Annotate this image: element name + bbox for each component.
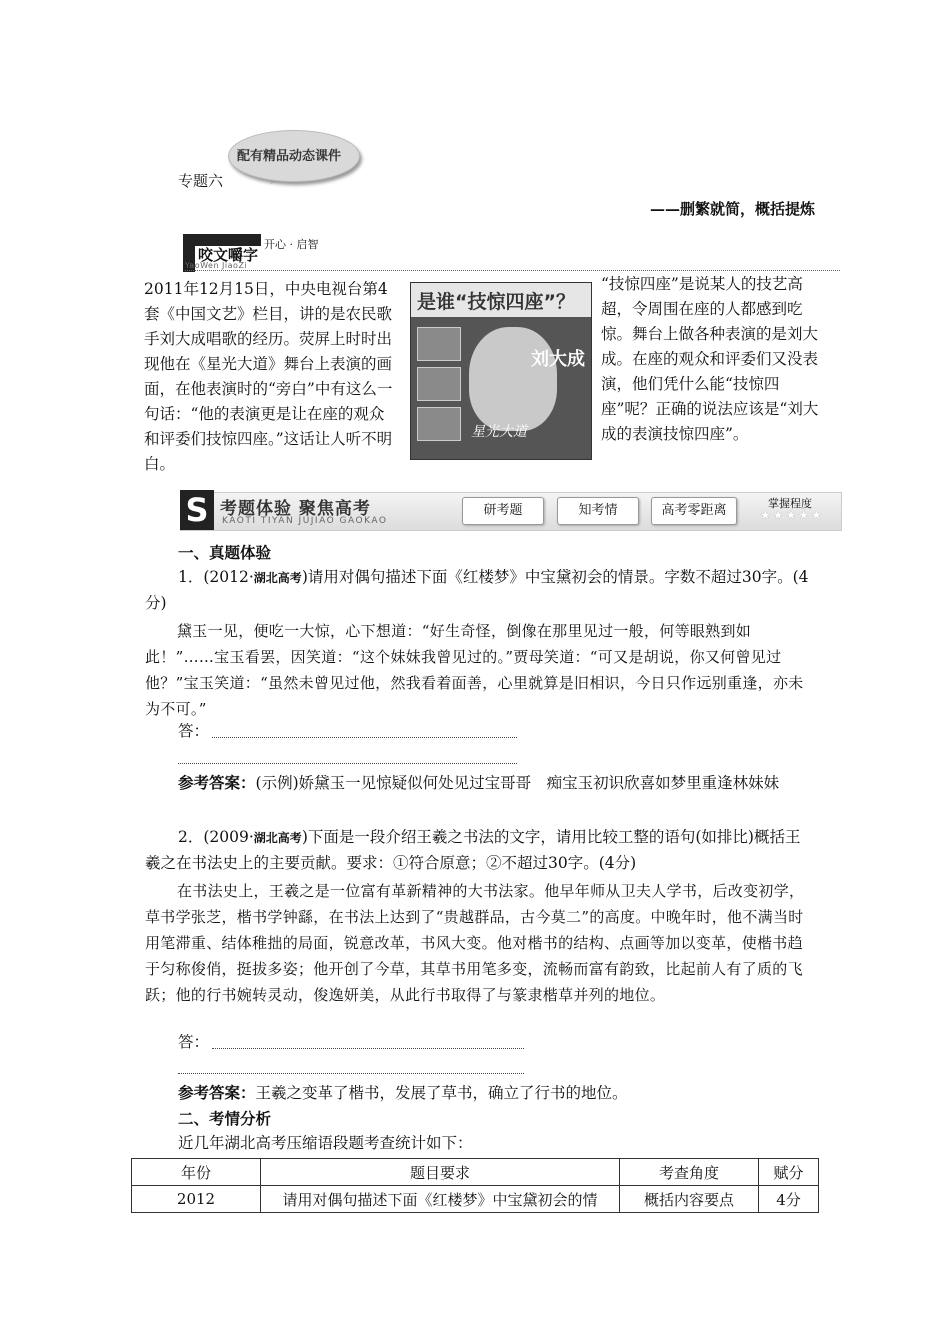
- table-cell: 4分: [759, 1186, 819, 1213]
- q2-reference: [178, 1081, 818, 1106]
- q1-ref-label: 参考答案：: [178, 774, 256, 792]
- table-header-cell: 考查角度: [620, 1159, 759, 1186]
- photo-thumb: [417, 367, 461, 401]
- q1-stem: [145, 565, 825, 616]
- table-header-cell: 赋分: [759, 1159, 819, 1186]
- photo-thumb: [417, 327, 461, 361]
- table-header-cell: 年份: [132, 1159, 261, 1186]
- subtitle: ——删繁就简，概括提炼: [650, 200, 816, 218]
- q1-answer-label: 答：: [178, 722, 210, 740]
- q1-stem-a: 1．(2012·: [178, 568, 254, 586]
- table-row: [132, 1186, 819, 1213]
- band-pinyin: KAOTI TIYAN JUJIAO GAOKAO: [222, 516, 388, 526]
- table-header-row: [132, 1159, 819, 1186]
- q2-stem: [145, 825, 815, 876]
- table-header-cell: 题目要求: [261, 1159, 620, 1186]
- q1-ref-text: (示例)娇黛玉一见惊疑似何处见过宝哥哥 痴宝玉初识欣喜如梦里重逢林妹妹: [255, 774, 780, 792]
- q1-answer-line-2[interactable]: [178, 763, 517, 764]
- q2-answer-line-2[interactable]: [178, 1073, 524, 1074]
- q2-stem-a: 2．(2009·: [178, 828, 254, 846]
- ywjz-divider: [185, 270, 840, 271]
- q2-ref-label: 参考答案：: [178, 1084, 256, 1102]
- liudacheng-photo: [410, 282, 592, 460]
- q2-stem-b: )下面是一段介绍王羲之书法的文字，请用比较工整的语句(如排比)概括王羲之在书法史上的主要贡献。要求：①符合原意；②不超过30字。(4分): [145, 828, 801, 872]
- photo-caption: 是谁“技惊四座”？: [417, 291, 575, 313]
- q2-source-tag: 湖北高考: [253, 831, 302, 845]
- mastery-stars-icon: ★★★★★: [760, 508, 824, 522]
- ywjz-tag: 开心 · 启智: [264, 238, 319, 251]
- q1-answer-line[interactable]: [212, 737, 517, 738]
- photo-thumb: [417, 407, 461, 441]
- band-mastery: 掌握程度: [768, 497, 812, 510]
- ywjz-pinyin: YaoWen JiaoZi: [185, 261, 248, 270]
- table-cell: 请用对偶句描述下面《红楼梦》中宝黛初会的情: [261, 1186, 620, 1213]
- q2-passage: 在书法史上，王羲之是一位富有革新精神的大书法家。他早年师从卫夫人学书，后改变初学，草书学张芝，楷书学钟繇，在书法上达到了“贵越群品，古今莫二”的高度。中晚年时，他不满当时用笔滞重、结体稚拙的局面，锐意改革，书风大变。他对楷书的结构、点画等加以变革，使楷书趋于匀称俊俏，挺拔多姿；他开创了今草，其草书用笔多变，流畅而富有韵致，比起前人有了质的飞跃；他的行书婉转灵动，俊逸妍美，从此行书取得了与篆隶楷草并列的地位。: [145, 882, 805, 1004]
- btn-yankaoti[interactable]: 研考题: [462, 497, 544, 525]
- topic-label: 专题六: [178, 172, 224, 190]
- photo-name: 刘大成: [531, 349, 585, 370]
- courseware-bubble-text: 配有精品动态课件: [237, 149, 342, 164]
- q1-passage: 黛玉一见，便吃一大惊，心下想道：“好生奇怪，倒像在那里见过一般，何等眼熟到如此！”……宝玉看罢，因笑道：“这个妹妹我曾见过的。”贾母笑道：“可又是胡说，你又何曾见过他？”宝玉笑道：“虽然未曾见过他，然我看着面善，心里就算是旧相识，今日只作远别重逢，亦未为不可。”: [145, 622, 804, 718]
- q2-answer-label: 答：: [178, 1033, 210, 1051]
- stats-table: [131, 1158, 819, 1213]
- btn-gaokao-lingjuli[interactable]: 高考零距离: [651, 497, 737, 525]
- band-letter: S: [180, 490, 214, 530]
- q2-ref-text: 王羲之变革了楷书，发展了草书，确立了行书的地位。: [255, 1084, 628, 1102]
- btn-zhikaoqing[interactable]: 知考情: [557, 497, 639, 525]
- band-title: 考题体验 聚焦高考: [220, 499, 371, 519]
- q2-answer-line[interactable]: [212, 1048, 524, 1049]
- photo-portrait: [469, 327, 557, 431]
- table-cell: 概括内容要点: [620, 1186, 759, 1213]
- stats-intro: 近几年湖北高考压缩语段题考查统计如下：: [178, 1134, 473, 1152]
- section2-heading: 二、考情分析: [178, 1109, 272, 1128]
- table-cell: 2012: [132, 1186, 261, 1213]
- courseware-bubble[interactable]: [228, 130, 360, 182]
- ywjz-title: 咬文嚼字: [198, 246, 259, 264]
- q1-reference: [145, 771, 815, 796]
- section1-heading: 一、真题体验: [178, 543, 272, 562]
- q1-source-tag: 湖北高考: [253, 571, 302, 585]
- photo-show: 星光大道: [471, 424, 527, 440]
- q1-stem-b: )请用对偶句描述下面《红楼梦》中宝黛初会的情景。字数不超过30字。(4分): [145, 568, 809, 612]
- story-left: 2011年12月15日，中央电视台第4套《中国文艺》栏目，讲的是农民歌手刘大成唱歌的经历。荧屏上时时出现他在《星光大道》舞台上表演的画面，在他表演时的“旁白”中有这么一句话：“他的表演更是让在座的观众和评委们技惊四座。”这话让人听不明白。: [144, 280, 393, 473]
- story-right: “技惊四座”是说某人的技艺高超，令周围在座的人都感到吃惊。舞台上做各种表演的是刘大成。在座的观众和评委们又没表演，他们凭什么能“技惊四座”呢？正确的说法应该是“刘大成的表演技惊四座”。: [601, 275, 819, 443]
- photo-caption-bar: [411, 283, 591, 317]
